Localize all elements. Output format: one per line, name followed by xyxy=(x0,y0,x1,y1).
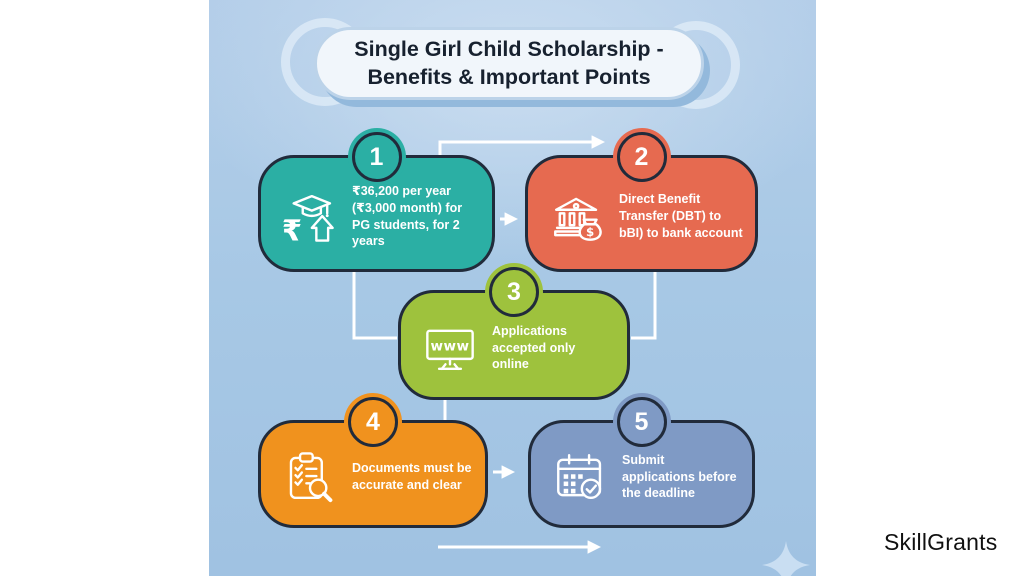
www-monitor-icon xyxy=(421,319,479,377)
step-box-4 xyxy=(258,407,488,528)
svg-text:www: www xyxy=(430,338,470,355)
step-box-1 xyxy=(258,142,495,272)
step-number-badge: 4 xyxy=(348,397,398,447)
clipboard-checklist-magnifier-icon xyxy=(281,448,339,506)
step-label: Submit applications before the deadline xyxy=(622,452,737,501)
step-label: Direct Benefit Transfer (DBT) to bBI) to bank account xyxy=(619,192,743,240)
arrow-step1-to-step2-top xyxy=(440,142,601,155)
step-number-badge: 2 xyxy=(617,132,667,182)
step-number-badge: 1 xyxy=(352,132,402,182)
calendar-check-icon xyxy=(551,448,609,506)
step-label: ₹36,200 per year (₹3,000 month) for PG students, for 2 years xyxy=(352,184,463,249)
connector-step2-to-step3 xyxy=(631,272,655,338)
brand-text: SkillGrants xyxy=(884,529,998,555)
page-title: Single Girl Child Scholarship - Benefits & Important Points xyxy=(354,36,664,89)
sparkle-star-icon xyxy=(762,541,810,576)
infographic-panel xyxy=(209,0,816,576)
connector-step1-to-step3 xyxy=(354,272,397,338)
step-label: Documents must be accurate and clear xyxy=(352,461,472,492)
bank-money-bag-icon xyxy=(548,188,606,246)
step-box-5 xyxy=(528,407,755,528)
svg-text:₹: ₹ xyxy=(281,213,303,246)
title-pill xyxy=(314,27,704,100)
svg-text:$: $ xyxy=(586,224,595,239)
step-box-2 xyxy=(525,142,758,272)
step-box-3 xyxy=(398,277,630,400)
step-number-badge: 3 xyxy=(489,267,539,317)
step-number-badge: 5 xyxy=(617,397,667,447)
step-label: Applications accepted only online xyxy=(492,323,576,372)
graduation-cap-rupee-growth-icon xyxy=(281,188,339,246)
